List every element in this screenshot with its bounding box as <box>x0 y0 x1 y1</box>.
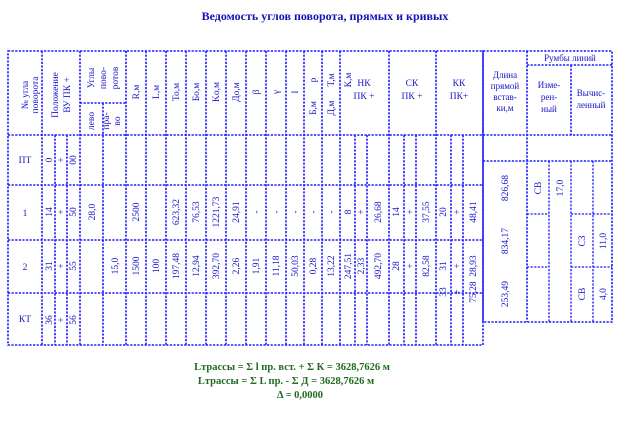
header-right-2: во <box>113 116 123 126</box>
r2-kk-pk: 33 <box>439 287 449 297</box>
pt-val: 00 <box>69 155 79 165</box>
r2-sk-pk: 31 <box>439 261 449 271</box>
row-label-1: 1 <box>22 209 28 219</box>
r2-nk-plus: + <box>406 263 416 269</box>
header-rumb: Румбы линий <box>544 53 596 63</box>
r2-plus: + <box>57 263 67 269</box>
header-computed-1: Вычис- <box>576 88 606 98</box>
r1-sk-pk: 14 <box>392 207 402 217</box>
header-d: Д,м <box>327 100 337 116</box>
header-sk-2: ПК + <box>401 92 423 102</box>
header-angles-1: Углы <box>87 67 97 89</box>
r1-pk: 14 <box>45 207 55 217</box>
r1-bo: 76,53 <box>192 201 202 223</box>
r1-nk-plus: + <box>357 209 367 215</box>
r2-r: 1500 <box>132 256 142 276</box>
s2-dir: СЗ <box>578 235 588 247</box>
header-kk-1: КК <box>452 79 466 89</box>
r1-sk-val: 37,55 <box>422 201 432 223</box>
row-label-pt: ПТ <box>18 156 32 166</box>
header-gamma: γ <box>272 89 282 95</box>
r2-sk-val: 28,93 <box>469 255 479 277</box>
formula-delta: Δ = 0,0000 <box>276 390 324 401</box>
r2-do: 2,26 <box>232 257 242 275</box>
header-kk-2: ПК+ <box>449 92 469 102</box>
header-angles-2: пово- <box>99 66 109 90</box>
r1-ko: 1221,73 <box>212 196 222 228</box>
header-bo: Бо,м <box>192 82 202 102</box>
s2-computed: 11,0 <box>599 232 609 250</box>
s3-dir: СВ <box>578 287 588 301</box>
formulas <box>194 362 390 401</box>
r1-tm: - <box>327 210 337 214</box>
r2-val: 55 <box>69 261 79 271</box>
r1-kk-pk: 20 <box>439 207 449 217</box>
s3-computed: 4,0 <box>599 288 609 300</box>
header-vu-pk-1: Положение <box>51 72 61 118</box>
r1-nk-val: 26,68 <box>374 201 384 223</box>
header-l: L,м <box>152 84 162 100</box>
header-ko: Ko,м <box>212 82 222 102</box>
header-k: К,м <box>344 72 354 88</box>
header-beta: β <box>252 89 262 95</box>
r2-p: 0,28 <box>309 257 319 275</box>
header-length-3: встав- <box>493 92 517 102</box>
table-row-1 <box>45 196 479 227</box>
header-measured-3: ный <box>541 104 557 114</box>
header-angle-no-2: поворота <box>31 76 41 114</box>
r2-nk-val: 82,58 <box>422 255 432 277</box>
r1-gamma: - <box>272 210 282 214</box>
header-nk-1: НК <box>357 79 371 89</box>
header-right-1: пра- <box>102 112 112 130</box>
header-angles-3: ротов <box>111 66 121 90</box>
r2-tm: 2,33 <box>357 257 367 275</box>
r2-nk-pk: 28 <box>392 261 402 271</box>
r2-bm: 13,22 <box>327 255 337 277</box>
header-length-1: Длина <box>492 70 518 80</box>
header-do: До,м <box>232 82 242 102</box>
header-to: To,м <box>172 82 182 102</box>
header-vu-pk-2: ВУ ПК + <box>63 77 73 113</box>
r2-dm: 247,51 <box>344 252 354 280</box>
header-length-4: ки,м <box>496 103 514 113</box>
r2-bo: 12,94 <box>192 255 202 277</box>
r2-kk-val: 75,28 <box>469 281 479 303</box>
header-p: p <box>309 77 319 83</box>
row-label-2: 2 <box>22 263 28 273</box>
s2-length: 834,17 <box>501 227 511 255</box>
header-length-2: прямой <box>490 81 520 91</box>
header-b: Б,м <box>309 101 319 115</box>
r2-kk-plus: + <box>453 289 463 295</box>
header-left: лево <box>87 111 97 131</box>
r1-beta: - <box>252 210 262 214</box>
table-row-pt <box>45 155 79 165</box>
formula-length-diff: Lтрассы = Σ L пр. - Σ Д = 3628,7626 м <box>197 376 375 387</box>
r1-r: 2500 <box>132 202 142 222</box>
r2-right: 15,0 <box>111 257 121 275</box>
document-title: Ведомость углов поворота, прямых и кривых <box>201 9 449 23</box>
s1-length: 826,68 <box>501 174 511 202</box>
header-r: R,м <box>132 84 142 100</box>
kt-plus: + <box>57 317 67 323</box>
table-headers <box>21 53 606 130</box>
r2-km: 492,70 <box>374 252 384 280</box>
r1-do: 24,91 <box>232 201 242 223</box>
header-measured-2: рен- <box>540 92 558 102</box>
header-t: Т,м <box>327 73 337 87</box>
header-computed-2: ленный <box>576 100 606 110</box>
s1-measured: 17,0 <box>556 179 566 197</box>
r1-kk-plus: + <box>453 209 463 215</box>
kt-val: 56 <box>69 315 79 325</box>
r2-l-small: 50,03 <box>291 255 301 277</box>
r1-left: 28,0 <box>88 203 98 221</box>
header-l-small: l <box>291 90 301 94</box>
r2-to: 197,48 <box>172 252 182 280</box>
table-row-kt <box>45 315 79 325</box>
r2-l: 100 <box>152 258 162 274</box>
r2-sk-plus: + <box>453 263 463 269</box>
r2-ko: 392,70 <box>212 252 222 280</box>
r1-kk-val: 48,41 <box>469 201 479 223</box>
header-sk-1: СК <box>405 79 419 89</box>
r2-gamma: 11,18 <box>272 255 282 277</box>
pt-plus: + <box>57 157 67 163</box>
table-row-2 <box>45 253 479 303</box>
formula-length-sum: Lтрассы = Σ l пр. вст. + Σ К = 3628,7626 м <box>194 362 390 373</box>
s3-length: 253,49 <box>501 280 511 308</box>
r1-p: - <box>309 210 319 214</box>
header-measured-1: Изме- <box>537 80 561 90</box>
r1-val: 50 <box>69 207 79 217</box>
r2-pk: 31 <box>45 261 55 271</box>
r1-l: - <box>291 210 301 214</box>
r1-plus: + <box>57 209 67 215</box>
row-label-kt: КТ <box>18 315 32 325</box>
header-angle-no-1: № угла <box>21 80 31 110</box>
r1-nk-pk: 8 <box>344 209 354 215</box>
r2-beta: 1,91 <box>252 257 262 275</box>
header-nk-2: ПК + <box>353 92 375 102</box>
kt-pk: 36 <box>45 315 55 325</box>
r1-to: 623,32 <box>172 198 182 226</box>
s1-dir: СВ <box>534 181 544 195</box>
pt-pk: 0 <box>45 157 55 163</box>
r1-sk-plus: + <box>406 209 416 215</box>
